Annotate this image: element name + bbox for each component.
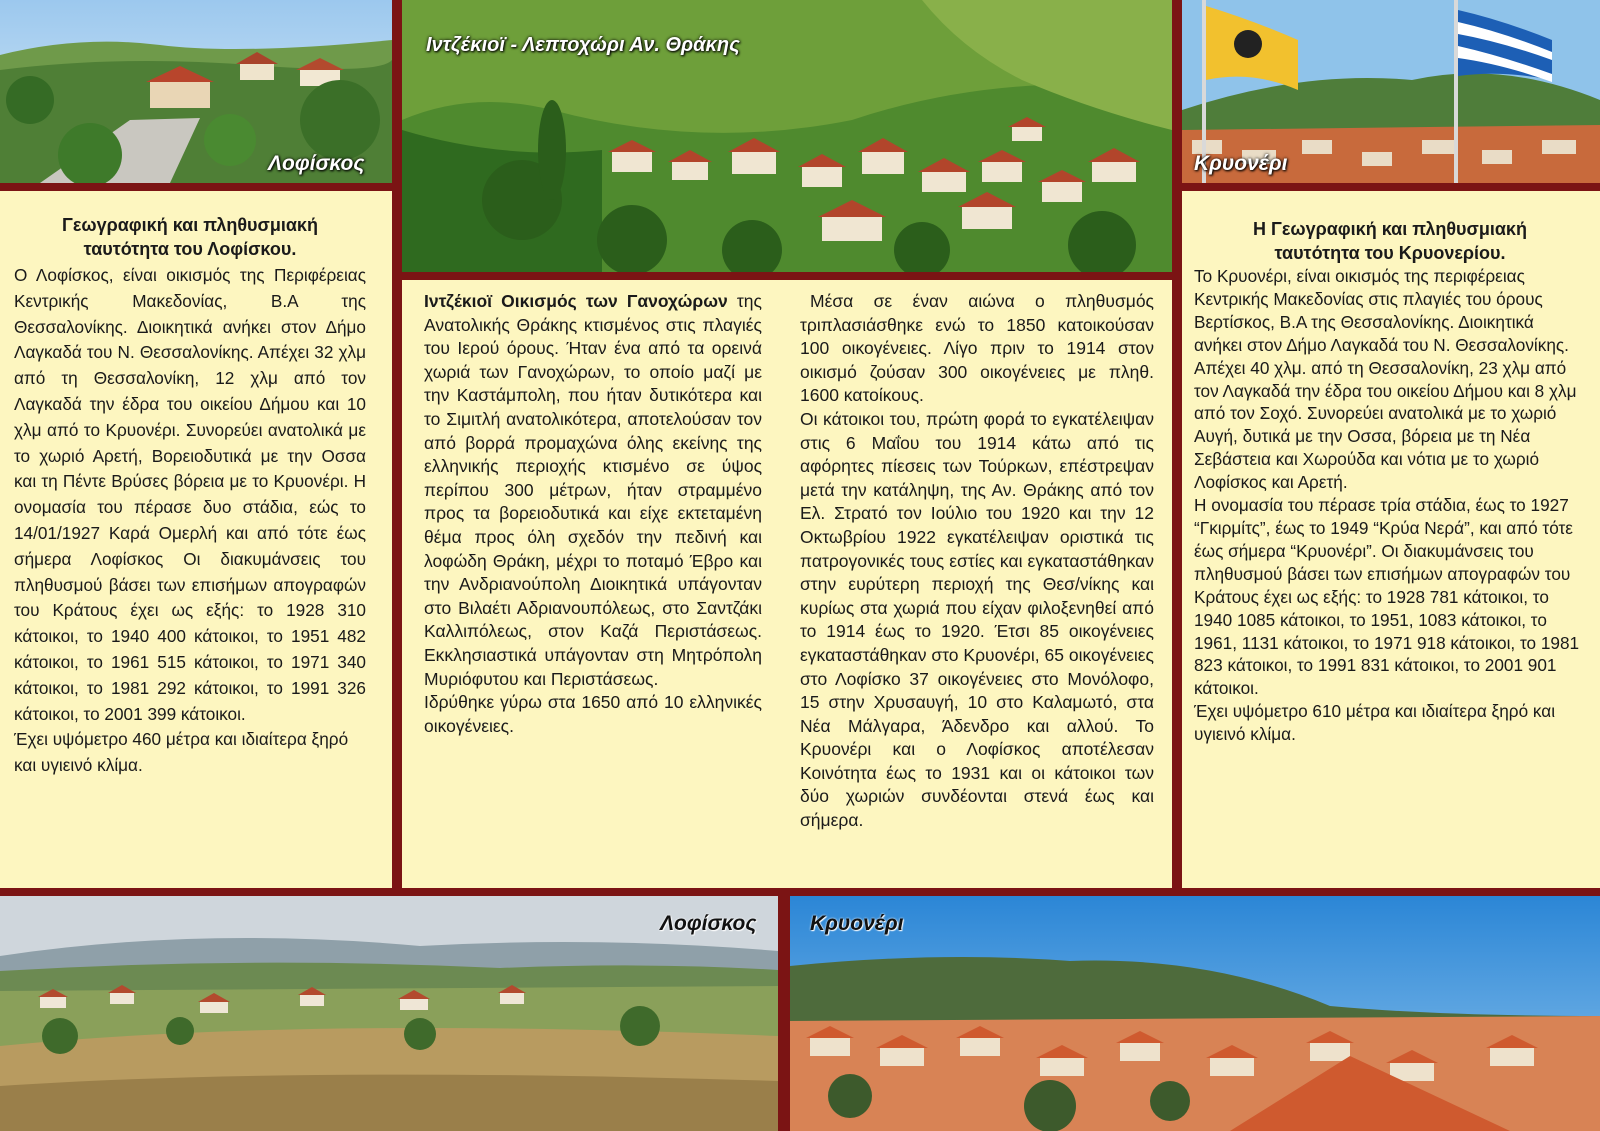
photo-intzekioi	[402, 0, 1172, 272]
section-lead: Ιντζέκιοϊ Οικισμός των Γανοχώρων	[424, 291, 728, 311]
photo-kryoneri-top	[1182, 0, 1600, 183]
paragraph: της Ανατολικής Θράκης κτισμένος στις πλαγιές του Ιερού όρους. Ήταν ένα από τα ορεινά χωριά των Γανοχώρων, το οποίο μαζί με την Καστάμπολη, που ήταν δυτικότερα και το Σιμιτλή ανατολικότερα, αποτελούσαν τον από βορρά προμαχώνα όλης εκείνης της ελληνικής περιοχής κτισμένο σε ύψος περίπου 300 μέτρων, ήταν στραμμένο προς τα βορειοδυτικά και είχε εκτεταμένη θέμα προς όλη σχεδόν την πεδινή και λοφώδη Θράκη, μέχρι το ποταμό Έβρο και την Ανδριανούπολη Διοικητικά υπάγονταν στο Βιλαέτι Αδριανουπόλεως, στο Σαντζάκι Καλλιπόλεως, στον Καζά Περιστάσεως. Εκκλησιαστικά υπάγονταν στη Μητρόπολη Μυριόφυτου και Περιστάσεως.	[424, 291, 762, 689]
caption-bottom-left: Λοφίσκος	[660, 912, 757, 935]
column-left	[424, 290, 762, 738]
paragraph: Οι κάτοικοι του, πρώτη φορά το εγκατέλειψαν στις 6 Μαΐου του 1914 κάτω από τις αφόρητες πίεσεις των Τούρκων, επέστρεψαν μετά την κατάληψη, της Αν. Θράκης από τον Ελ. Στρατό τον Ιούλιο του 1920 και την 12 Οκτωβρίου 1922 εγκατέλειψαν οριστικά τις πατρογονικές τους εστίες και εγκαταστάθηκαν στην ευρύτερη περιοχή της Θεσ/νίκης και κυρίως στα χωριά που είχαν φιλοξενηθεί από το 1914 έως το 1920. Έτσι 85 οικογένειες εγκαταστάθηκαν στο Κρυονέρι, 65 οικογένειες στο Λοφίσκο 37 οικογένειες στο Μονόλοφο, 15 στην Χρυσαυγή, 10 στο Καλαμωτό, στα Νέα Μάλγαρα, Άδενδρο και αλλού. Το Κρυονέρι και ο Λοφίσκος αποτέλεσαν Κοινότητα έως το 1931 και οι κάτοικοι των δύο χωριών συνδέονται στενά έως και σήμερα.	[800, 408, 1154, 831]
panel-lofiskos-identity	[0, 191, 392, 888]
paragraph: Έχει υψόμετρο 460 μέτρα και ιδιαίτερα ξηρό και υγιεινό κλίμα.	[14, 729, 349, 776]
paragraph: Μέσα σε έναν αιώνα ο πληθυσμός τριπλασιάσθηκε ενώ το 1850 κατοικούσαν 100 οικογένειες. Λίγο πριν το 1914 στον οικισμό ζούσαν 300 οικογένειες με πληθ. 1600 κατοίκους.	[800, 291, 1154, 406]
panel-title-line-2: ταυτότητα του Κρυονερίου.	[1274, 243, 1506, 263]
photo-lofiskos-bottom	[0, 896, 778, 1131]
panel-kryoneri-identity	[1182, 191, 1600, 888]
paragraph: Το Κρυονέρι, είναι οικισμός της περιφέρειας Κεντρικής Μακεδονίας στις πλαγιές του όρους Βερτίσκος, Β.Α της Θεσσαλονίκης. Διοικητικά ανήκει στον Δήμο Λαγκαδά του Ν. Θεσσαλονίκης. Απέχει 40 χλμ. από τη Θεσσαλονίκη, 23 χλμ από τον Λαγκαδά την έδρα του οικείου Δήμου και 8 χλμ από τον Σοχό. Συνορεύει ανατολικά με το χωριό Αυγή, δυτικά με την Οσσα, βόρεια με τη Νέα Σεβάστεια και Χωρούδα και νότια με το χωριό Λοφίσκος και Αρετή.	[1194, 266, 1577, 493]
panel-title-line-2: ταυτότητα του Λοφίσκου.	[83, 239, 297, 259]
panel-intzekioi-history	[402, 280, 1172, 888]
photo-kryoneri-bottom	[790, 896, 1600, 1131]
caption-bottom-right: Κρυονέρι	[810, 912, 904, 935]
photo-lofiskos-top	[0, 0, 392, 183]
caption-top-center: Ιντζέκιοϊ - Λεπτοχώρι Αν. Θράκης	[426, 34, 740, 56]
paragraph: Ο Λοφίσκος, είναι οικισμός της Περιφέρειας Κεντρικής Μακεδονίας, Β.Α της Θεσσαλονίκης. Διοικητικά ανήκει στον Δήμο Λαγκαδά του Ν. Θεσσαλονίκης. Απέχει 32 χλμ από τη Θεσσαλονίκη, 12 χλμ από τον Λαγκαδά την έδρα του οικείου Δήμου και 10 χλμ από το Κρυονέρι. Συνορεύει ανατολικά με το χωριό Αρετή, Βορειοδυτικά με την Οσσα και τη Πέντε Βρύσες βόρεια με το Κρυονέρι. Η ονομασία του πέρασε δυο στάδια, εώς το 14/01/1927 Καρά Ομερλή και από τότε έως σήμερα Λοφίσκος Οι διακυμάνσεις του πληθυσμού βάσει των επισήμων απογραφών του Κράτους έχει ως εξής: το 1928 310 κάτοικοι, το 1940 400 κάτοικοι, το 1951 482 κάτοικοι, το 1961 515 κάτοικοι, το 1971 340 κάτοικοι, το 1981 292 κάτοικοι, το 1991 326 κάτοικοι, το 2001 399 κάτοικοι.	[14, 265, 366, 724]
panel-title-line-1: Γεωγραφική και πληθυσμιακή	[62, 215, 318, 235]
paragraph: Έχει υψόμετρο 610 μέτρα και ιδιαίτερα ξηρό και υγιεινό κλίμα.	[1194, 701, 1556, 745]
caption-top-right: Κρυονέρι	[1194, 152, 1288, 175]
caption-top-left: Λοφίσκος	[268, 152, 365, 175]
column-right	[800, 290, 1154, 833]
panel-title-line-1: Η Γεωγραφική και πληθυσμιακή	[1253, 219, 1527, 239]
paragraph: Η ονομασία του πέρασε τρία στάδια, έως το 1927 “Γκιρμίτς”, έως το 1949 “Κρύα Νερά”, και από τότε έως σήμερα “Κρυονέρι”. Οι διακυμάνσεις του πληθυσμού βάσει των επισήμων απογραφών του Κράτους έχει ως εξής: το 1928 781 κάτοικοι, το 1940 1085 κάτοικοι, το 1951, 1083 κάτοικοι, το 1961, 1131 κάτοικοι, το 1971 918 κάτοικοι, το 1981 823 κάτοικοι, το 1991 831 κάτοικοι, το 2001 901 κάτοικοι.	[1194, 495, 1580, 699]
paragraph: Ιδρύθηκε γύρω στα 1650 από 10 ελληνικές οικογένειες.	[424, 692, 762, 736]
